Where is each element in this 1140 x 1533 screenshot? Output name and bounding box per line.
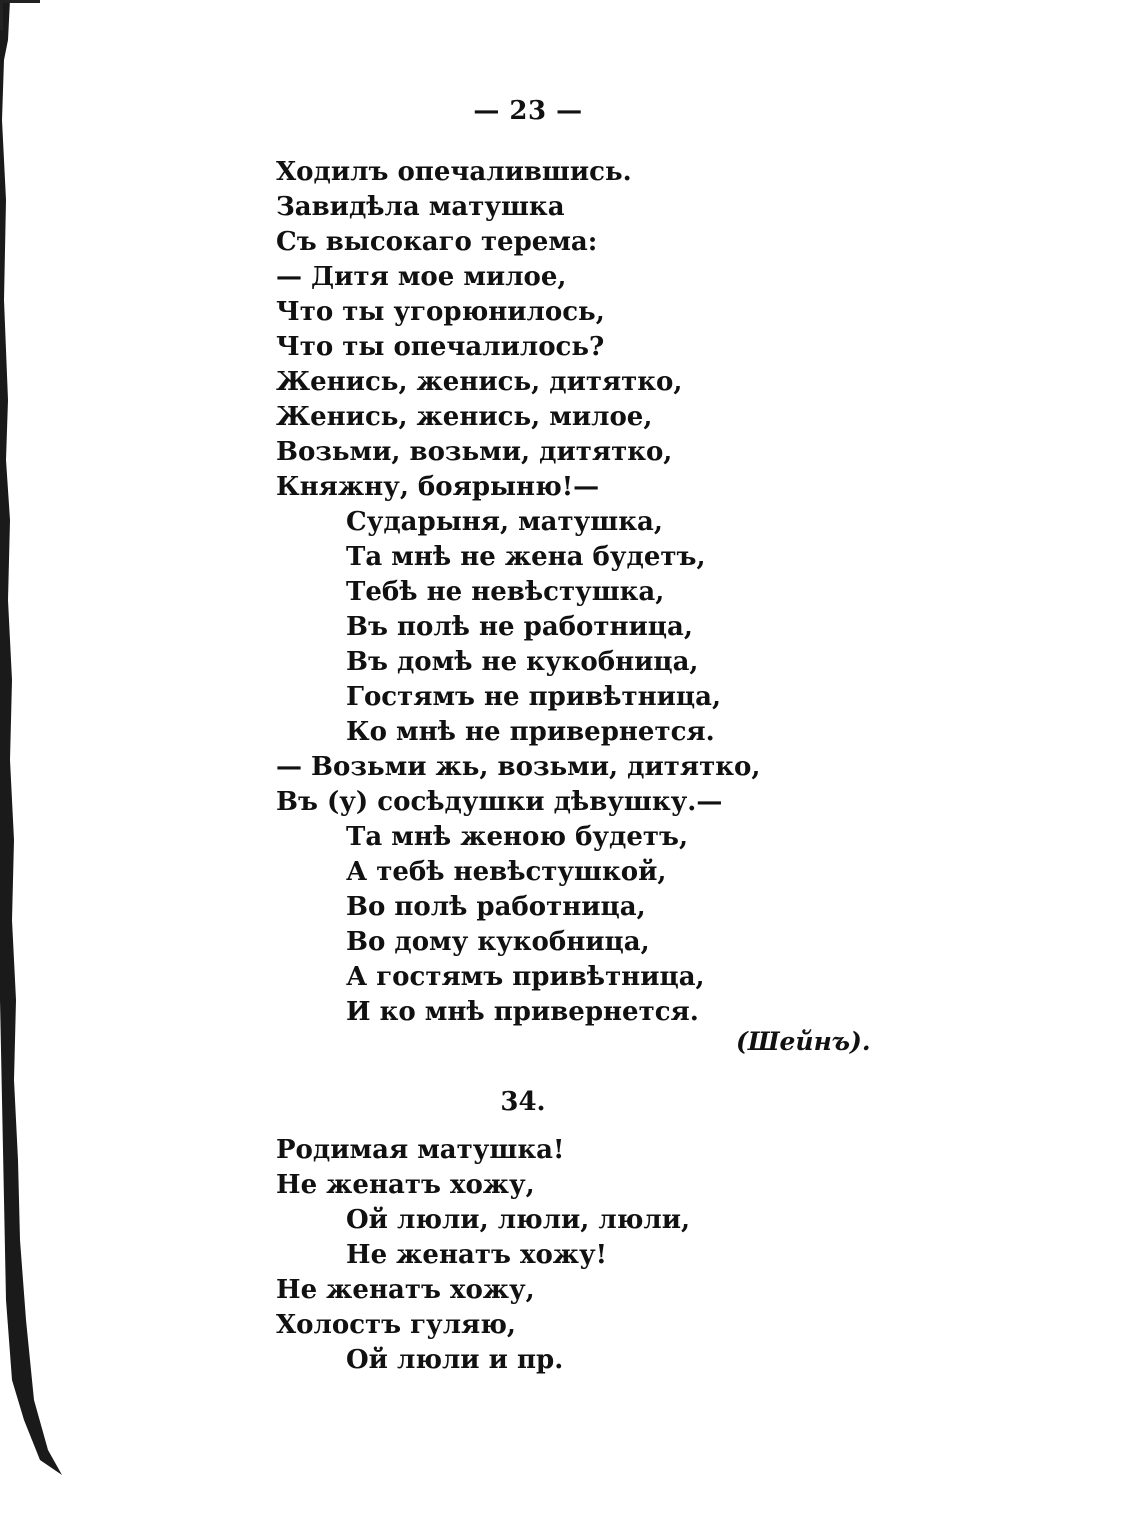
- poem-line: Не женатъ хожу,: [276, 1275, 535, 1305]
- poem-line: Что ты угорюнилось,: [276, 297, 605, 327]
- poem-line: А гостямъ привѣтница,: [346, 962, 705, 992]
- poem-line: Во дому кукобница,: [346, 927, 650, 957]
- poem-line: Возьми, возьми, дитятко,: [276, 437, 673, 467]
- poem-line: Та мнѣ женою будетъ,: [346, 822, 689, 852]
- poem-line: Не женатъ хожу!: [346, 1240, 608, 1270]
- poem-line: Княжну, боярыню!—: [276, 472, 600, 502]
- poem-line: Женись, женись, милое,: [276, 402, 653, 432]
- poem-line: Родимая матушка!: [276, 1135, 565, 1165]
- poem-line: Завидѣла матушка: [276, 192, 565, 222]
- attribution: (Шейнъ).: [736, 1027, 871, 1056]
- poem-line: Во полѣ работница,: [346, 892, 646, 922]
- poem-line: — Возьми жь, возьми, дитятко,: [276, 752, 761, 782]
- poem-line: И ко мнѣ привернется.: [346, 997, 699, 1027]
- page-number: — 23 —: [473, 96, 583, 126]
- poem-section-33-continuation: [276, 155, 896, 1030]
- poem-line: Ходилъ опечалившись.: [276, 157, 632, 187]
- poem-line: — Дитя мое милое,: [276, 262, 567, 292]
- poem-line: Ой люли и пр.: [346, 1345, 564, 1375]
- section-number: 34.: [500, 1087, 546, 1117]
- poem-line: Что ты опечалилось?: [276, 332, 605, 362]
- poem-line: Въ (у) сосѣдушки дѣвушку.—: [276, 787, 723, 817]
- scanned-torn-edge: [0, 0, 80, 1533]
- poem-line: Въ домѣ не кукобница,: [346, 647, 699, 677]
- poem-line: Не женатъ хожу,: [276, 1170, 535, 1200]
- poem-line: А тебѣ невѣстушкой,: [346, 857, 667, 887]
- poem-line: Ко мнѣ не привернется.: [346, 717, 715, 747]
- poem-line: Гостямъ не привѣтница,: [346, 682, 722, 712]
- poem-line: Ой люли, люли, люли,: [346, 1205, 691, 1235]
- poem-line: Холостъ гуляю,: [276, 1310, 516, 1340]
- poem-line: Тебѣ не невѣстушка,: [346, 577, 665, 607]
- poem-line: Женись, женись, дитятко,: [276, 367, 683, 397]
- poem-section-34: [276, 1133, 896, 1378]
- poem-line: Съ высокаго терема:: [276, 227, 598, 257]
- poem-line: Та мнѣ не жена будетъ,: [346, 542, 706, 572]
- poem-line: Въ полѣ не работница,: [346, 612, 693, 642]
- poem-line: Сударыня, матушка,: [346, 507, 663, 537]
